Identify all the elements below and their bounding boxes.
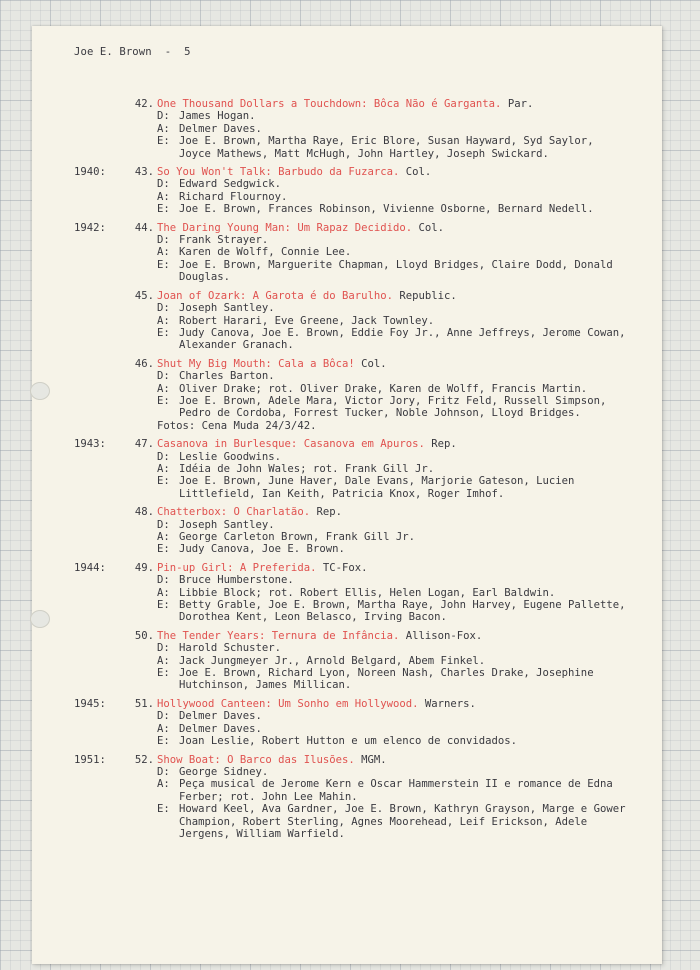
author-value: Karen de Wolff, Connie Lee. — [179, 246, 352, 259]
film-entry — [0, 358, 700, 432]
cast-row — [157, 735, 627, 747]
director-label: D: — [157, 642, 170, 655]
author-row — [157, 383, 627, 395]
author-row — [157, 123, 627, 135]
director-row — [157, 178, 627, 190]
entry-number: 48. — [134, 506, 154, 519]
author-label: A: — [157, 722, 170, 735]
distributor: Allison-Fox. — [405, 629, 483, 642]
entry-number: 42. — [134, 98, 154, 110]
distributor: TC-Fox. — [322, 561, 368, 574]
year-label: 1942: — [74, 221, 106, 234]
director-label: D: — [157, 178, 170, 191]
film-title: Show Boat: O Barco das Ilusões. — [157, 753, 355, 766]
director-value: Edward Sedgwick. — [179, 178, 282, 191]
author-label: A: — [157, 122, 170, 135]
director-row — [157, 642, 627, 654]
film-title: Casanova in Burlesque: Casanova em Apuros. — [157, 438, 425, 451]
director-row — [157, 710, 627, 722]
cast-row — [157, 203, 627, 215]
author-row — [157, 463, 627, 475]
year-label: 1945: — [74, 697, 106, 710]
director-row — [157, 234, 627, 246]
film-entry — [0, 290, 700, 352]
entry-number: 52. — [134, 753, 154, 766]
cast-value: Joe E. Brown, June Haver, Dale Evans, Marjorie Gateson, Lucien Littlefield, Ian Keith, Patricia Knox, Roger Imhof. — [179, 475, 575, 500]
film-title: Chatterbox: O Charlatão. — [157, 506, 311, 519]
photo-note: Fotos: Cena Muda 24/3/42. — [157, 419, 317, 432]
author-row — [157, 723, 627, 735]
year-label: 1943: — [74, 438, 106, 451]
author-row — [157, 778, 627, 803]
director-row — [157, 110, 627, 122]
entry-number: 46. — [134, 357, 154, 370]
distributor: Col. — [361, 357, 387, 370]
director-value: Delmer Daves. — [179, 710, 262, 723]
entry-number: 51. — [134, 697, 154, 710]
director-label: D: — [157, 765, 170, 778]
cast-row — [157, 475, 627, 500]
author-label: A: — [157, 654, 170, 667]
film-title: The Tender Years: Ternura de Infância. — [157, 629, 400, 642]
director-label: D: — [157, 574, 170, 587]
author-label: A: — [157, 246, 170, 259]
author-value: Robert Harari, Eve Greene, Jack Townley. — [179, 314, 435, 327]
cast-row — [157, 599, 627, 624]
cast-value: Judy Canova, Joe E. Brown, Eddie Foy Jr., Anne Jeffreys, Jerome Cowan, Alexander Granach. — [179, 326, 626, 352]
author-value: Delmer Daves. — [179, 122, 262, 135]
cast-row — [157, 803, 627, 840]
year-label: 1940: — [74, 166, 106, 179]
distributor: Warners. — [424, 697, 476, 710]
distributor: Republic. — [399, 289, 457, 302]
director-value: James Hogan. — [179, 110, 256, 123]
author-row — [157, 587, 627, 599]
cast-value: Howard Keel, Ava Gardner, Joe E. Brown, Kathryn Grayson, Marge e Gower Champion, Robert Sterling, Agnes Moorehead, Leif Erickson, Adele Jergens, William Warfield. — [179, 803, 626, 840]
director-row — [157, 766, 627, 778]
film-title: So You Won't Talk: Barbudo da Fuzarca. — [157, 166, 400, 179]
cast-label: E: — [157, 599, 170, 612]
film-entry — [0, 698, 700, 748]
author-row — [157, 191, 627, 203]
director-label: D: — [157, 710, 170, 723]
film-title: The Daring Young Man: Um Rapaz Decidido. — [157, 221, 413, 234]
director-row — [157, 574, 627, 586]
film-entry — [0, 98, 700, 160]
director-value: Leslie Goodwins. — [179, 450, 282, 463]
distributor: Par. — [507, 98, 534, 110]
author-label: A: — [157, 778, 170, 791]
author-value: Delmer Daves. — [179, 722, 262, 735]
cast-label: E: — [157, 667, 170, 680]
film-entry — [0, 506, 700, 556]
film-entry — [0, 438, 700, 500]
cast-label: E: — [157, 475, 170, 488]
director-value: Joseph Santley. — [179, 518, 275, 531]
cast-row — [157, 667, 627, 692]
distributor: Rep. — [316, 506, 342, 519]
director-label: D: — [157, 450, 170, 463]
director-value: Charles Barton. — [179, 370, 275, 383]
film-title: Joan of Ozark: A Garota é do Barulho. — [157, 289, 393, 302]
entry-number: 44. — [134, 221, 154, 234]
cast-label: E: — [157, 258, 170, 271]
author-value: Idéia de John Wales; rot. Frank Gill Jr. — [179, 462, 435, 475]
distributor: MGM. — [361, 753, 387, 766]
director-value: George Sidney. — [179, 765, 269, 778]
distributor: Col. — [418, 221, 445, 234]
entry-number: 43. — [134, 166, 154, 179]
entry-number: 45. — [134, 289, 154, 302]
cast-value: Joe E. Brown, Martha Raye, Eric Blore, Susan Hayward, Syd Saylor, Joyce Mathews, Matt McHugh, John Hartley, Joseph Swickard. — [179, 135, 594, 160]
author-label: A: — [157, 531, 170, 543]
director-label: D: — [157, 370, 170, 383]
filmography-list — [0, 98, 700, 846]
author-row — [157, 531, 627, 543]
cast-label: E: — [157, 803, 170, 816]
director-row — [157, 370, 627, 382]
cast-label: E: — [157, 326, 170, 339]
director-row — [157, 451, 627, 463]
director-row — [157, 519, 627, 531]
year-label: 1951: — [74, 753, 106, 766]
entry-number: 47. — [134, 438, 154, 451]
cast-value: Betty Grable, Joe E. Brown, Martha Raye, John Harvey, Eugene Pallette, Dorothea Kent, Leon Belasco, Irving Bacon. — [179, 599, 626, 624]
cast-label: E: — [157, 543, 170, 556]
cast-label: E: — [157, 135, 170, 148]
page-header: Joe E. Brown - 5 — [74, 46, 191, 58]
author-value: Richard Flournoy. — [179, 190, 288, 203]
film-title: Pin-up Girl: A Preferida. — [157, 561, 317, 574]
cast-label: E: — [157, 203, 170, 216]
author-label: A: — [157, 382, 170, 395]
distributor: Rep. — [431, 438, 457, 451]
entry-number: 50. — [134, 629, 154, 642]
cast-value: Joe E. Brown, Frances Robinson, Vivienne Osborne, Bernard Nedell. — [179, 203, 594, 216]
entry-number: 49. — [134, 561, 154, 574]
cast-row — [157, 135, 627, 160]
author-label: A: — [157, 314, 170, 327]
cast-row — [157, 543, 627, 555]
director-label: D: — [157, 302, 170, 315]
author-value: George Carleton Brown, Frank Gill Jr. — [179, 531, 415, 543]
author-value: Jack Jungmeyer Jr., Arnold Belgard, Abem Finkel. — [179, 654, 486, 667]
film-entry — [0, 166, 700, 216]
author-label: A: — [157, 190, 170, 203]
director-label: D: — [157, 234, 170, 247]
cast-value: Judy Canova, Joe E. Brown. — [179, 543, 345, 556]
cast-row — [157, 259, 627, 284]
author-row — [157, 655, 627, 667]
film-title: Hollywood Canteen: Um Sonho em Hollywood. — [157, 697, 419, 710]
film-entry — [0, 630, 700, 692]
cast-row — [157, 395, 627, 420]
author-value: Oliver Drake; rot. Oliver Drake, Karen de Wolff, Francis Martin. — [179, 382, 588, 395]
director-label: D: — [157, 110, 170, 123]
film-title: One Thousand Dollars a Touchdown: Bôca Não é Garganta. — [157, 98, 502, 110]
author-value: Peça musical de Jerome Kern e Oscar Hammerstein II e romance de Edna Ferber; rot. John Lee Mahin. — [179, 778, 613, 803]
director-value: Harold Schuster. — [179, 642, 282, 655]
author-value: Libbie Block; rot. Robert Ellis, Helen Logan, Earl Baldwin. — [179, 586, 556, 599]
director-value: Frank Strayer. — [179, 234, 269, 247]
film-entry — [0, 562, 700, 624]
author-label: A: — [157, 586, 170, 599]
film-title: Shut My Big Mouth: Cala a Bôca! — [157, 357, 355, 370]
film-entry — [0, 754, 700, 841]
cast-value: Joe E. Brown, Richard Lyon, Noreen Nash, Charles Drake, Josephine Hutchinson, James Millican. — [179, 667, 594, 692]
cast-row — [157, 327, 627, 352]
director-value: Joseph Santley. — [179, 302, 275, 315]
director-value: Bruce Humberstone. — [179, 574, 294, 587]
film-entry — [0, 222, 700, 284]
cast-value: Joan Leslie, Robert Hutton e um elenco de convidados. — [179, 735, 518, 748]
cast-label: E: — [157, 735, 170, 748]
author-row — [157, 315, 627, 327]
author-row — [157, 246, 627, 258]
cast-value: Joe E. Brown, Adele Mara, Victor Jory, Fritz Feld, Russell Simpson, Pedro de Cordoba, Forrest Tucker, Noble Johnson, Lloyd Bridges. — [179, 394, 607, 420]
director-row — [157, 302, 627, 314]
cast-value: Joe E. Brown, Marguerite Chapman, Lloyd Bridges, Claire Dodd, Donald Douglas. — [179, 258, 613, 284]
director-label: D: — [157, 518, 170, 531]
cast-label: E: — [157, 394, 170, 407]
year-label: 1944: — [74, 561, 106, 574]
author-label: A: — [157, 462, 170, 475]
distributor: Col. — [405, 166, 432, 179]
